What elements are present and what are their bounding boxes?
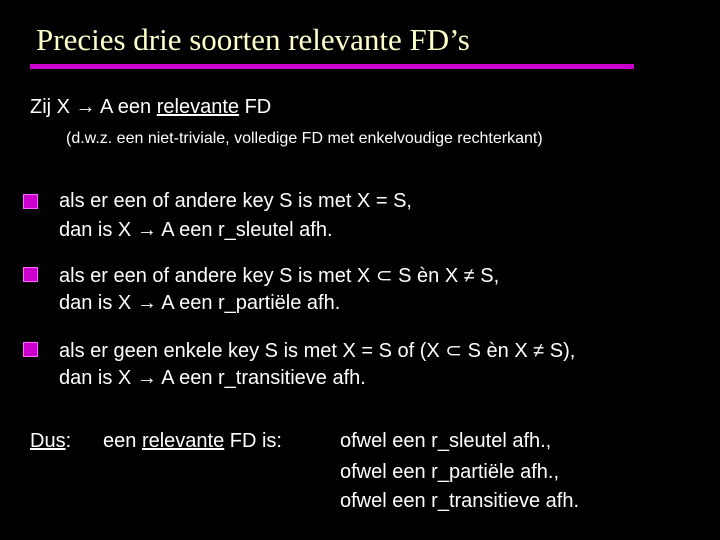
conclusion-text-end: FD is: <box>224 430 282 452</box>
bullet-1-line-2: dan is X → A een r_sleutel afh. <box>59 219 333 241</box>
intro-underlined-term: relevante <box>156 96 240 118</box>
conclusion-option-3: ofwel een r_transitieve afh. <box>340 490 580 512</box>
conclusion-colon: : <box>65 430 72 452</box>
conclusion-label <box>30 430 71 453</box>
square-bullet-icon <box>23 267 38 282</box>
intro-note: (d.w.z. een niet-triviale, volledige FD met enkelvoudige rechterkant) <box>66 130 543 147</box>
slide-title: Precies drie soorten relevante FD’s <box>36 22 470 57</box>
conclusion-underlined-term: relevante <box>141 430 225 452</box>
square-bullet-icon <box>23 194 38 209</box>
bullet-2-line-1: als er een of andere key S is met X ⊂ S èn X ≠ S, <box>59 265 500 287</box>
intro-line <box>30 96 271 119</box>
square-bullet-icon <box>23 342 38 357</box>
conclusion-text: een <box>103 430 142 452</box>
conclusion-option-2: ofwel een r_partiële afh., <box>340 461 560 483</box>
intro-text-end: FD <box>239 96 272 118</box>
conclusion-label-text: Dus <box>30 430 66 452</box>
bullet-1-line-1: als er een of andere key S is met X = S, <box>59 190 412 212</box>
conclusion-statement <box>103 430 282 453</box>
conclusion-option-1: ofwel een r_sleutel afh., <box>340 430 552 452</box>
bullet-2-line-2: dan is X → A een r_partiële afh. <box>59 292 341 314</box>
bullet-3-line-2: dan is X → A een r_transitieve afh. <box>59 367 366 389</box>
title-divider <box>30 64 634 69</box>
bullet-3-line-1: als er geen enkele key S is met X = S of (X ⊂ S èn X ≠ S), <box>59 340 576 362</box>
intro-text: Zij X → A een <box>30 96 157 118</box>
